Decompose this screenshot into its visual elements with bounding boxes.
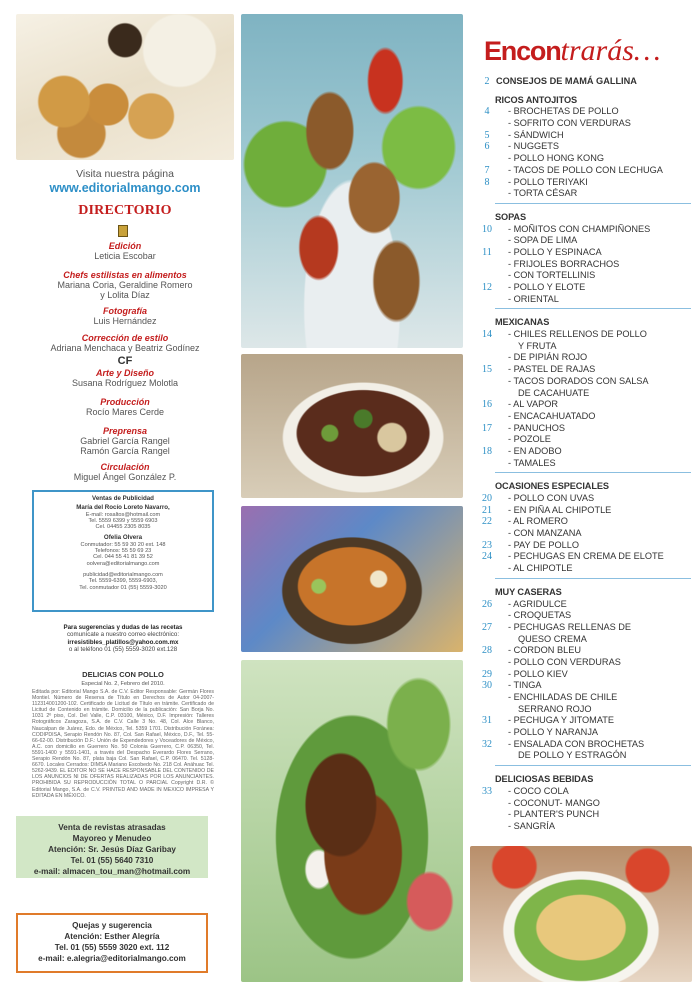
toc-page-number: 14: [482, 329, 492, 341]
credit-role: Chefs estilistas en alimentos: [63, 270, 187, 280]
toc-entry[interactable]: [480, 493, 694, 505]
credit-block: [16, 306, 234, 326]
credit-block: [16, 270, 234, 300]
toc-entry-label: - ORIENTAL: [508, 293, 559, 304]
sales-contact-1: [38, 505, 208, 530]
back-issues-line: e-mail: almacen_tou_man@hotmail.com: [33, 867, 191, 876]
site-url-link[interactable]: www.editorialmango.com: [49, 181, 201, 195]
table-of-contents: [480, 76, 694, 833]
sales-contact-2: [38, 535, 208, 566]
dumplings-photo: [16, 14, 234, 160]
salad-photo: [470, 846, 692, 982]
toc-entry[interactable]: [480, 680, 694, 692]
toc-page-number: 16: [482, 399, 492, 411]
credit-role: Arte y Diseño: [95, 368, 155, 378]
sales-line: Conmutador: 55 59 30 20 ext. 148: [80, 541, 166, 548]
toc-entry[interactable]: [480, 364, 694, 376]
suggestions-email[interactable]: irresistibles_platillos@yahoo.com.mx: [67, 638, 179, 646]
toc-entry[interactable]: [480, 423, 694, 435]
toc-title-part2: trarás…: [560, 34, 661, 67]
toc-entry[interactable]: [480, 645, 694, 657]
credit-name: Ramón García Rangel: [80, 446, 170, 456]
credit-name: Gabriel García Rangel: [80, 436, 170, 446]
toc-entry-label: - POLLO Y ESPINACA: [508, 246, 602, 257]
toc-entry-label: - PASTEL DE RAJAS: [508, 364, 596, 375]
credit-name: Rocío Mares Cerde: [85, 407, 165, 417]
toc-entry[interactable]: [480, 388, 694, 400]
back-issues-line: Mayoreo y Menudeo: [72, 834, 152, 843]
toc-page-number: 10: [482, 223, 492, 235]
toc-entry-label: - EN ADOBO: [508, 445, 562, 456]
toc-entry[interactable]: [480, 516, 694, 528]
toc-entry[interactable]: [480, 399, 694, 411]
toc-entry-label: - TORTA CÉSAR: [508, 188, 578, 199]
toc-entry-label: - AGRIDULCE: [508, 598, 567, 609]
toc-page-number: 33: [482, 785, 492, 797]
cf-mark: CF: [117, 355, 133, 367]
sales-line: Cel. 044 55 41 81 39 52: [93, 554, 153, 561]
back-issues-box: [16, 816, 208, 878]
toc-page-number: 8: [484, 176, 490, 188]
complaints-box: [16, 913, 208, 973]
credit-name: Leticia Escobar: [94, 251, 156, 261]
toc-entry[interactable]: [480, 118, 694, 130]
suggestions-line2: comunícate a nuestro correo electrónico:: [66, 631, 180, 639]
toc-entry[interactable]: [480, 727, 694, 739]
toc-page-number: 32: [482, 738, 492, 750]
visit-text: Visita nuestra página: [76, 168, 174, 180]
toc-entry-label: DE CACAHUATE: [518, 387, 590, 398]
toc-entry-label: - AL CHIPOTLE: [508, 563, 573, 574]
edition-line: Especial No. 2, Febrero del 2010.: [81, 681, 165, 687]
sales-line: E-mail: rosaltos@hotmail.com: [85, 511, 161, 518]
toc-page-number: 31: [482, 715, 492, 727]
toc-entry-label: - MOÑITOS CON CHAMPIÑONES: [508, 223, 651, 234]
toc-entry[interactable]: [480, 540, 694, 552]
directory-title: DIRECTORIO: [78, 203, 172, 218]
toc-entry[interactable]: [480, 505, 694, 517]
toc-entry-label: Y FRUTA: [518, 340, 557, 351]
toc-entry-label: - FRIJOLES BORRACHOS: [508, 258, 620, 269]
toc-entry[interactable]: [480, 259, 694, 271]
toc-entry[interactable]: [480, 352, 694, 364]
toc-entry[interactable]: [480, 739, 694, 751]
toc-entry-label: - TACOS DE POLLO CON LECHUGA: [508, 164, 663, 175]
toc-entry[interactable]: [480, 294, 694, 306]
toc-page-number: 21: [482, 504, 492, 516]
suggestions-line1: Para sugerencias y dudas de las recetas: [63, 624, 183, 631]
toc-entry-label: - PAY DE POLLO: [508, 539, 579, 550]
toc-section-title: MUY CASERAS: [495, 586, 562, 597]
toc-entry[interactable]: [480, 177, 694, 189]
sales-line: publicidad@editorialmango.com: [83, 571, 163, 578]
sales-line: María del Rocío Loreto Navarro,: [76, 504, 170, 512]
suggestions-line3: o al teléfono 01 (55) 5559-3020 ext.128: [68, 645, 178, 653]
toc-entry[interactable]: [480, 798, 694, 810]
toc-section-title: RICOS ANTOJITOS: [495, 94, 578, 105]
toc-entry[interactable]: [480, 141, 694, 153]
credit-block: [16, 333, 234, 353]
toc-entry-label: - POLLO TERIYAKI: [508, 176, 588, 187]
toc-page-number: 18: [482, 445, 492, 457]
toc-section-title: OCASIONES ESPECIALES: [495, 481, 609, 492]
toc-entry-label: - DE PIPIÁN ROJO: [508, 352, 588, 363]
toc-entry[interactable]: [480, 434, 694, 446]
toc-page-number: 5: [484, 129, 490, 141]
credit-block: [16, 397, 234, 417]
credit-name: Miguel Ángel González P.: [73, 472, 177, 482]
toc-entry-label: - COCONUT- MANGO: [508, 797, 600, 808]
toc-entry-label: CONSEJOS DE MAMÁ GALLINA: [496, 76, 637, 86]
toc-entry[interactable]: [480, 458, 694, 470]
toc-entry-label: QUESO CREMA: [518, 633, 587, 644]
toc-entry[interactable]: [480, 528, 694, 540]
tinga-photo: [241, 660, 463, 982]
toc-section-title: MEXICANAS: [495, 317, 550, 328]
toc-section-title: DELICIOSAS BEBIDAS: [495, 774, 594, 785]
toc-entry-label: - POZOLE: [508, 434, 551, 445]
complaints-line: e-mail: e.alegria@editorialmango.com: [38, 954, 186, 963]
complaints-line: Atención: Esther Alegría: [64, 932, 160, 941]
toc-title-part1: Encon: [484, 36, 561, 66]
toc-entry[interactable]: [480, 224, 694, 236]
toc-entry[interactable]: [480, 106, 694, 118]
toc-entry-label: - TACOS DORADOS CON SALSA: [508, 375, 649, 386]
toc-entry-label: - CON TORTELLINIS: [508, 270, 596, 281]
toc-entry-label: - PECHUGAS RELLENAS DE: [508, 621, 632, 632]
toc-entry[interactable]: [480, 282, 694, 294]
toc-page-number: 15: [482, 364, 492, 376]
toc-entry[interactable]: [480, 376, 694, 388]
toc-entry-label: - SANGRÍA: [508, 820, 555, 831]
sales-line: Cel. 04455 2305 8035: [95, 524, 151, 531]
toc-page-number: 29: [482, 668, 492, 680]
toc-entry-label: - SÁNDWICH: [508, 129, 564, 140]
credit-block: [16, 368, 234, 388]
toc-entry-label: SERRANO ROJO: [518, 703, 592, 714]
credit-block: [16, 462, 234, 482]
sales-line: Tel. 5559 6399 y 5559 6903: [88, 517, 158, 524]
toc-page-number: 2: [484, 76, 490, 87]
toc-top-entry[interactable]: [480, 76, 694, 88]
toc-entry-label: - TAMALES: [508, 457, 556, 468]
credit-role: Edición: [108, 241, 142, 251]
toc-page-number: 20: [482, 493, 492, 504]
toc-entry-label: - PANUCHOS: [508, 422, 565, 433]
toc-title: [484, 34, 694, 68]
toc-page-number: 24: [482, 551, 492, 563]
toc-page-number: 27: [482, 621, 492, 633]
toc-entry[interactable]: [480, 622, 694, 634]
credit-role: Corrección de estilo: [81, 333, 169, 343]
toc-page-number: 28: [482, 645, 492, 657]
toc-page-number: 12: [482, 282, 492, 293]
sales-line: Tel. conmutador 01 (55) 5559-3020: [79, 584, 167, 591]
toc-entry[interactable]: [480, 235, 694, 247]
toc-entry[interactable]: [480, 130, 694, 142]
sales-line: Telefonos: 55 59 69 23: [94, 548, 152, 555]
toc-page-number: 7: [484, 164, 490, 176]
credit-name: Mariana Coria, Geraldine Romero: [57, 280, 193, 290]
toc-entry-label: - POLLO CON VERDURAS: [508, 656, 621, 667]
complaints-line: Tel. 01 (55) 5559 3020 ext. 112: [54, 943, 170, 952]
toc-entry-label: - PECHUGA Y JITOMATE: [508, 715, 615, 726]
sales-line: Tel. 5559-6399, 5559-6903,: [88, 578, 158, 585]
toc-entry[interactable]: [480, 551, 694, 563]
credit-name: Adriana Menchaca y Beatriz Godínez: [50, 343, 200, 353]
fajitas-photo: [241, 14, 463, 348]
toc-entry-label: DE POLLO Y ESTRAGÓN: [518, 750, 627, 761]
mole-photo: [241, 506, 463, 652]
toc-entry-label: - EN PIÑA AL CHIPOTLE: [508, 504, 612, 515]
credit-role: Circulación: [100, 462, 150, 472]
toc-entry-label: - BROCHETAS DE POLLO: [508, 106, 619, 117]
toc-entry-label: - POLLO Y NARANJA: [508, 727, 599, 738]
toc-entry[interactable]: [480, 750, 694, 762]
toc-entry[interactable]: [480, 153, 694, 165]
toc-entry-label: - POLLO KIEV: [508, 668, 568, 679]
publisher-logo-icon: [118, 225, 128, 237]
toc-entry[interactable]: [480, 715, 694, 727]
toc-entry-label: - CHILES RELLENOS DE POLLO: [508, 329, 647, 340]
toc-entry[interactable]: [480, 786, 694, 798]
credit-name: Luis Hernández: [93, 316, 157, 326]
toc-entry-label: - CORDON BLEU: [508, 645, 581, 656]
soup-photo: [241, 354, 463, 498]
toc-entry-label: - ENCHILADAS DE CHILE: [508, 692, 618, 702]
toc-entry-label: - SOFRITO CON VERDURAS: [508, 118, 631, 129]
toc-page-number: 26: [482, 598, 492, 610]
credit-block: [16, 426, 234, 456]
toc-page-number: 22: [482, 516, 492, 528]
toc-entry-label: - SOPA DE LIMA: [508, 235, 578, 246]
toc-page-number: 17: [482, 422, 492, 434]
toc-entry[interactable]: [480, 270, 694, 282]
toc-entry[interactable]: [480, 634, 694, 646]
toc-entry-label: - PLANTER'S PUNCH: [508, 809, 600, 820]
back-issues-line: Venta de revistas atrasadas: [58, 823, 166, 832]
toc-entry-label: - ENSALADA CON BROCHETAS: [508, 738, 645, 749]
toc-sections: [480, 95, 694, 833]
toc-entry[interactable]: [480, 821, 694, 833]
toc-entry[interactable]: [480, 657, 694, 669]
toc-entry-label: - PECHUGAS EN CREMA DE ELOTE: [508, 551, 664, 562]
toc-page-number: 4: [484, 106, 490, 118]
back-issues-line: Atención: Sr. Jesús Díaz Garibay: [48, 845, 176, 854]
toc-entry-label: - AL VAPOR: [508, 399, 559, 410]
toc-entry[interactable]: [480, 247, 694, 259]
toc-entry[interactable]: [480, 188, 694, 200]
toc-section-title: SOPAS: [495, 211, 526, 222]
toc-entry[interactable]: [480, 704, 694, 716]
sales-line: Ofelia Olvera: [103, 534, 143, 542]
toc-entry[interactable]: [480, 692, 694, 704]
suggestions-text: [32, 624, 214, 653]
sales-contact-3: [38, 572, 208, 591]
credit-name: y Lolita Díaz: [100, 290, 150, 300]
toc-entry-label: - CROQUETAS: [508, 610, 572, 621]
toc-page-number: 11: [482, 246, 492, 258]
toc-entry[interactable]: [480, 610, 694, 622]
toc-entry[interactable]: [480, 563, 694, 575]
credit-name: Susana Rodríguez Molotla: [71, 378, 179, 388]
back-issues-line: Tel. 01 (55) 5640 7310: [70, 856, 154, 865]
complaints-line: Quejas y sugerencia: [72, 921, 152, 930]
credit-role: Preprensa: [102, 426, 148, 436]
toc-page-number: 6: [484, 141, 490, 153]
toc-entry-label: - CON MANZANA: [508, 528, 582, 539]
toc-page-number: 23: [482, 539, 492, 551]
toc-entry-label: - ENCACAHUATADO: [508, 410, 596, 421]
legal-text: Editada por: Editorial Mango S.A. de C.V. Editor Responsable: Germán Flores Montiel. Número de Reserva de Título en Derechos de Autor 04-2007-112314001200-102. Certificado de Licitud de Título en trámite. Certificado de Licitud de Contenido en trámite. Domicilio de la publicación: San Borja No. 1031 2º piso, Col. Del Valle, C.P. 03100, México, D.F. Impresión: Talleres Rotográficos Zaragoza, S.A. de C.V. Calle 3 No. 48, Col. Alce Blanco, Naucalpan de Juárez, Edo. de México, Tel. 5359 1701. Distribución Foránea: CODIPDISA, Serapio Rendón No. 87, Col. San Rafael, México, D.F., Tel. 55-66-62-00. Distribución D.F.: Unión de Expendedores y Voceadores de México, A.C. con domicilio en Guerrero No. 50 Colonia Guerrero, C.P. 06350, Tel. 5591-1400 y 5591-1401, a través del Despacho Everardo Flores Serrano, Serapio Rendón No. 87, plata baja Col. San Rafael, C.P. 06470. Tel. 5128-6670. Locales Cerrados: DIMSA Mariano Escobedo No. 218 Col. Anáhuac Tel. 5262-9439. EL EDITOR NO SE HACE RESPONSABLE DEL CONTENIDO DE LOS ANUNCIOS NI DE OFERTAS REALIZADAS POR LOS ANUNCIANTES. PROHIBIDA SU REPRODUCCIÓN TOTAL O PARCIAL Copyright D.R. © Editorial Mango, S.A. de C.V. PRINTED AND MADE IN MEXICO IMPRESA Y EDITADA EN MÉXICO.: [32, 689, 214, 799]
toc-page-number: 30: [482, 680, 492, 692]
sales-line: oolvera@editorialmango.com: [86, 560, 160, 567]
toc-entry[interactable]: [480, 669, 694, 681]
credit-block: [16, 241, 234, 261]
credit-role: Producción: [100, 397, 150, 407]
toc-entry-label: - POLLO Y ELOTE: [508, 282, 586, 292]
toc-entry-label: - TINGA: [508, 680, 542, 691]
toc-entry[interactable]: [480, 411, 694, 423]
toc-entry[interactable]: [480, 446, 694, 458]
toc-entry-label: - COCO COLA: [508, 785, 569, 796]
toc-entry[interactable]: [480, 329, 694, 341]
publication-title: DELICIAS CON POLLO: [82, 670, 164, 679]
sales-title: Ventas de Publicidad: [92, 495, 154, 502]
toc-entry[interactable]: [480, 599, 694, 611]
toc-entry[interactable]: [480, 341, 694, 353]
toc-entry-label: - POLLO CON UVAS: [508, 493, 595, 503]
toc-entry[interactable]: [480, 809, 694, 821]
toc-entry-label: - AL ROMERO: [508, 516, 568, 527]
advertising-sales-box: [32, 490, 214, 612]
toc-entry-label: - NUGGETS: [508, 141, 560, 152]
toc-entry-label: - POLLO HONG KONG: [508, 153, 604, 164]
credit-role: Fotografía: [103, 306, 147, 316]
toc-entry[interactable]: [480, 165, 694, 177]
